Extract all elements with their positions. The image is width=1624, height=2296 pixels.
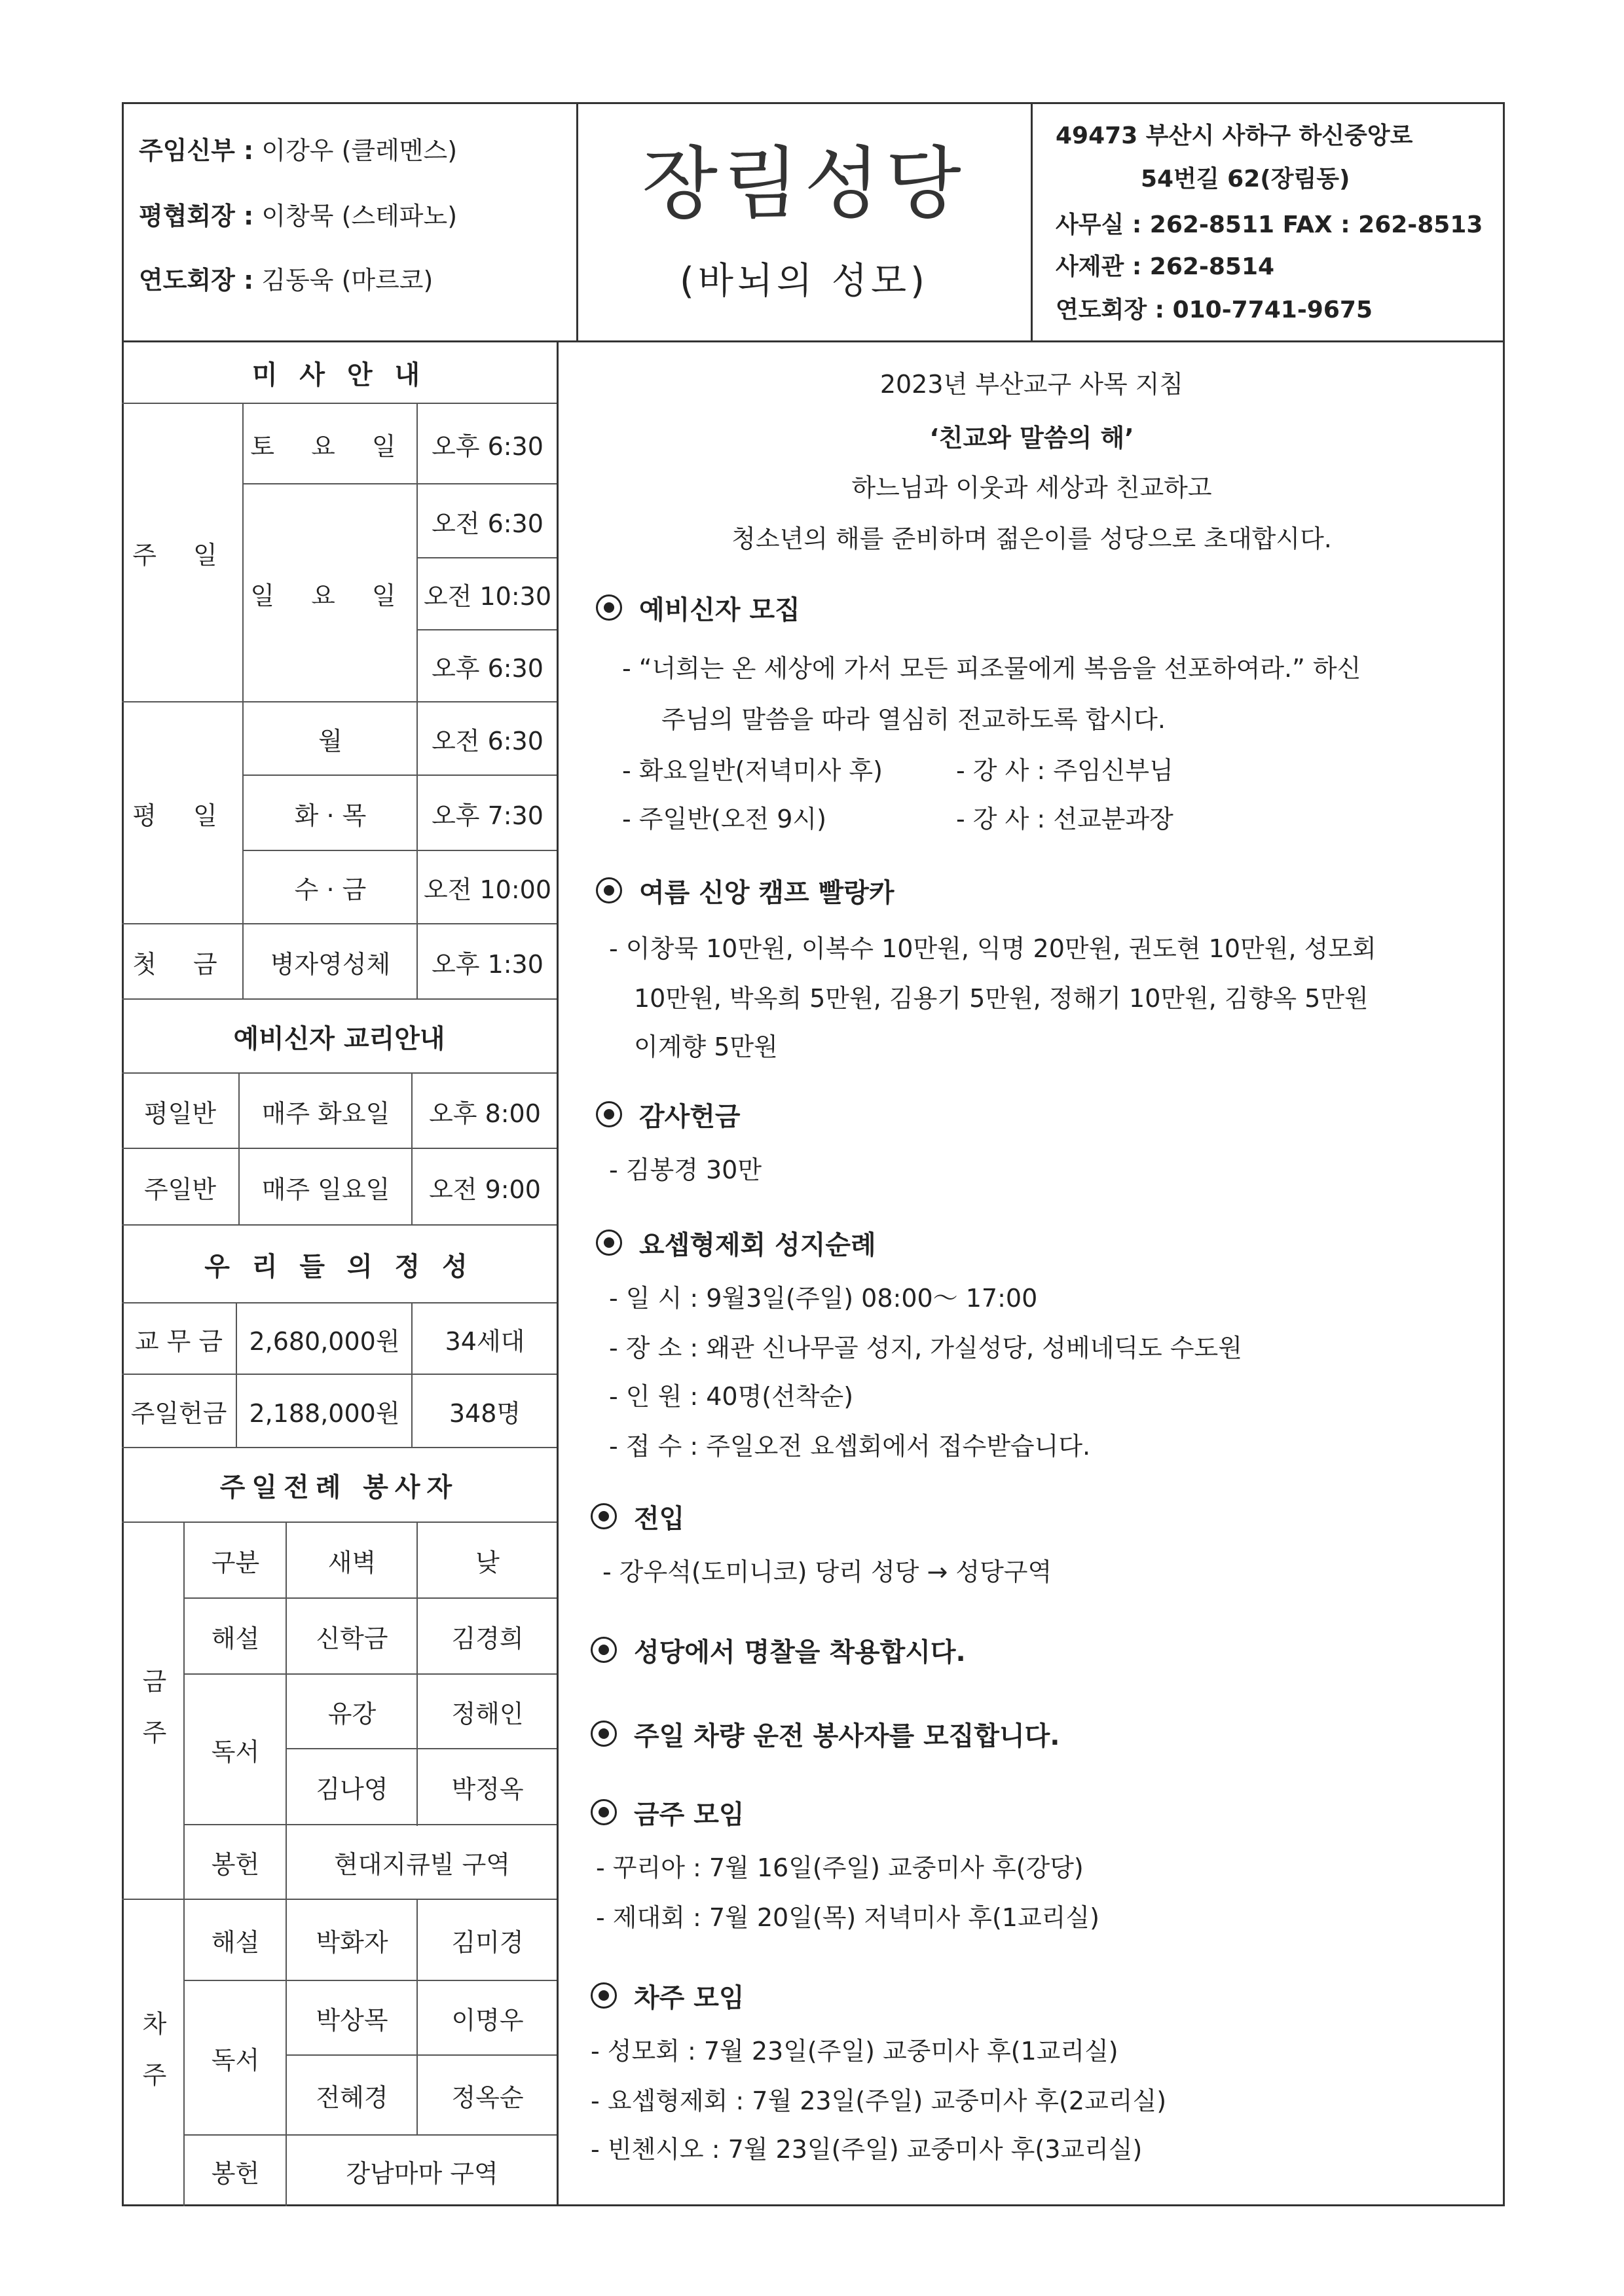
camp-line-2: 10만원, 박옥희 5만원, 김용기 5만원, 정해기 10만원, 김향옥 5만원: [634, 984, 1369, 1013]
circle-bullet-icon: [591, 1503, 617, 1529]
sunday-class-day: 매주 일요일: [261, 1175, 390, 1204]
column-divider: [557, 340, 559, 2206]
next-offertory-label: 봉헌: [211, 2159, 260, 2188]
first-friday-time: 오후 1:30: [432, 949, 544, 979]
first-friday-desc: 병자영성체: [270, 949, 391, 979]
this-week-label: 금 주: [138, 1668, 167, 1754]
sunday-time-3: 오후 6:30: [432, 654, 544, 683]
recruit-class-1: - 화요일반(저녁미사 후): [622, 756, 883, 785]
recruit-class-2: - 주일반(오전 9시): [622, 805, 826, 833]
recruit-heading: 예비신자 모집: [596, 588, 800, 627]
circle-bullet-icon: [596, 877, 622, 903]
pilgrimage-people: - 인 원 : 40명(선착순): [609, 1382, 854, 1411]
camp-heading: 여름 신앙 캠프 빨랑카: [596, 871, 895, 910]
circle-bullet-icon: [591, 1982, 617, 2009]
camp-line-1: - 이창묵 10만원, 이복수 10만원, 익명 20만원, 권도현 10만원, 성모회: [609, 934, 1376, 963]
mass-section-title: 미 사 안 내: [251, 359, 427, 390]
pastoral-line-2: 청소년의 해를 준비하며 젊은이를 성당으로 초대합시다.: [731, 524, 1332, 553]
next-week-label: 차 주: [138, 2011, 167, 2096]
office-phone: 사무실 : 262-8511 FAX : 262-8513: [1056, 211, 1483, 238]
this-reading2-day: 박정옥: [451, 1775, 524, 1804]
sunday-time-1: 오전 6:30: [432, 509, 544, 538]
wed-fri-time: 오전 10:00: [423, 875, 551, 904]
next-reading-label: 독서: [211, 2046, 260, 2075]
sunday-day-label: 일 요 일: [250, 581, 411, 610]
recruit-class-1-teacher: - 강 사 : 주임신부님: [956, 756, 1173, 785]
council-president-line: 평협회장 : 이창묵 (스테파노): [139, 201, 458, 230]
address-line-2: 54번길 62(장림동): [1141, 165, 1350, 192]
servers-header-dawn: 새벽: [327, 1548, 377, 1577]
drivers-heading: 주일 차량 운전 봉사자를 모집합니다.: [591, 1714, 1060, 1753]
sunday-label: 주 일: [132, 541, 232, 570]
next-reading1-day: 이명우: [451, 2006, 524, 2035]
pilgrimage-apply: - 접 수 : 주일오전 요셉회에서 접수받습니다.: [609, 1432, 1091, 1461]
transfer-line-1: - 강우석(도미니코) 당리 성당 → 성당구역: [602, 1558, 1052, 1586]
this-offertory-group: 현대지큐빌 구역: [287, 1826, 557, 1899]
pilgrimage-place: - 장 소 : 왜관 신나무골 성지, 가실성당, 성베네딕도 수도원: [609, 1334, 1242, 1362]
saturday-label: 토 요 일: [250, 431, 411, 461]
next-week-meeting-2: - 요셉형제회 : 7월 23일(주일) 교중미사 후(2교리실): [591, 2086, 1167, 2115]
pastoral-line-1: 하느님과 이웃과 세상과 친교하고: [851, 473, 1212, 502]
pilgrimage-heading: 요셉형제회 성지순례: [596, 1223, 876, 1262]
next-reading1-dawn: 박상목: [316, 2006, 388, 2035]
tithe-count: 34세대: [445, 1326, 525, 1356]
circle-bullet-icon: [591, 1637, 617, 1663]
circle-bullet-icon: [596, 594, 622, 621]
servers-section-title: 주일전례 봉사자: [219, 1472, 459, 1503]
rectory-phone: 사제관 : 262-8514: [1056, 253, 1275, 280]
address-line-1: 49473 부산시 사하구 하신중앙로: [1056, 122, 1413, 149]
parish-title: 장림성당: [642, 139, 967, 230]
next-week-meetings-heading: 차주 모임: [591, 1976, 745, 2015]
this-reading2-dawn: 김나영: [316, 1775, 388, 1804]
monday-time: 오전 6:30: [432, 727, 544, 756]
next-offertory-group: 강남마마 구역: [346, 2159, 498, 2188]
this-week-meetings-heading: 금주 모임: [591, 1793, 745, 1832]
wed-fri-label: 수 · 금: [294, 875, 367, 904]
transfer-heading: 전입: [591, 1497, 684, 1536]
next-commentary-dawn: 박화자: [316, 1928, 388, 1957]
sunday-collection-label: 주일헌금: [130, 1399, 227, 1428]
this-reading1-dawn: 유강: [327, 1700, 377, 1728]
circle-bullet-icon: [596, 1230, 622, 1256]
next-commentary-label: 해설: [211, 1928, 260, 1957]
servers-header-category: 구분: [211, 1548, 260, 1577]
yeondo-president-line: 연도회장 : 김동욱 (마르코): [139, 265, 434, 295]
tue-thu-time: 오후 7:30: [432, 801, 544, 830]
monday-label: 월: [318, 727, 342, 756]
this-commentary-day: 김경희: [451, 1624, 524, 1653]
this-commentary-label: 해설: [211, 1624, 260, 1653]
thanks-line-1: - 김봉경 30만: [609, 1156, 762, 1184]
tithe-label: 교 무 금: [134, 1326, 223, 1356]
thanks-heading: 감사헌금: [596, 1095, 741, 1134]
this-week-meeting-1: - 꾸리아 : 7월 16일(주일) 교중미사 후(강당): [596, 1853, 1084, 1882]
header-vline-2: [1031, 102, 1033, 340]
this-offertory-label: 봉헌: [211, 1850, 260, 1879]
pilgrimage-date: - 일 시 : 9월3일(주일) 08:00～ 17:00: [609, 1284, 1038, 1313]
this-week-meeting-2: - 제대회 : 7월 20일(목) 저녁미사 후(1교리실): [596, 1903, 1099, 1932]
tue-thu-label: 화 · 목: [294, 801, 367, 830]
recruit-class-2-teacher: - 강 사 : 선교분과장: [956, 805, 1173, 833]
sunday-time-2: 오전 10:30: [423, 582, 551, 611]
recruit-quote-1: - “너희는 온 세상에 가서 모든 피조물에게 복음을 선포하여라.” 하신: [622, 654, 1361, 683]
pastor-line: 주임신부 : 이강우 (클레멘스): [139, 136, 458, 165]
sunday-collection-amount: 2,188,000원: [249, 1399, 400, 1428]
next-reading2-dawn: 전혜경: [316, 2083, 388, 2112]
weekday-label: 평 일: [132, 801, 232, 830]
servers-header-day: 낮: [475, 1548, 500, 1577]
weekday-class-day: 매주 화요일: [261, 1099, 390, 1128]
first-friday-label: 첫 금: [132, 949, 232, 979]
circle-bullet-icon: [591, 1799, 617, 1825]
tithe-amount: 2,680,000원: [249, 1326, 400, 1356]
pastoral-theme: ‘친교와 말씀의 해’: [929, 423, 1134, 452]
next-reading2-day: 정옥순: [451, 2083, 524, 2112]
weekday-class-time: 오후 8:00: [429, 1099, 541, 1128]
parish-subtitle: (바뇌의 성모): [680, 260, 929, 302]
yeondo-phone: 연도회장 : 010-7741-9675: [1056, 296, 1373, 323]
circle-bullet-icon: [596, 1101, 622, 1127]
camp-line-3: 이계향 5만원: [634, 1032, 778, 1061]
this-reading-label: 독서: [211, 1738, 260, 1766]
recruit-quote-2: 주님의 말씀을 따라 열심히 전교하도록 합시다.: [661, 705, 1166, 734]
sunday-class-time: 오전 9:00: [429, 1175, 541, 1204]
weekday-class-label: 평일반: [143, 1099, 217, 1128]
offering-section-title: 우 리 들 의 정 성: [204, 1251, 474, 1282]
next-week-meeting-1: - 성모회 : 7월 23일(주일) 교중미사 후(1교리실): [591, 2037, 1118, 2066]
sunday-class-label: 주일반: [143, 1175, 217, 1204]
this-commentary-dawn: 신학금: [316, 1624, 388, 1653]
nametag-heading: 성당에서 명찰을 착용합시다.: [591, 1630, 966, 1669]
sunday-collection-count: 348명: [449, 1399, 521, 1428]
catechumen-section-title: 예비신자 교리안내: [233, 1023, 445, 1054]
this-reading1-day: 정해인: [451, 1700, 524, 1728]
pastoral-title: 2023년 부산교구 사목 지침: [879, 369, 1184, 399]
circle-bullet-icon: [591, 1721, 617, 1747]
next-commentary-day: 김미경: [451, 1928, 524, 1957]
next-week-meeting-3: - 빈첸시오 : 7월 23일(주일) 교중미사 후(3교리실): [591, 2135, 1143, 2164]
saturday-time: 오후 6:30: [432, 431, 544, 461]
